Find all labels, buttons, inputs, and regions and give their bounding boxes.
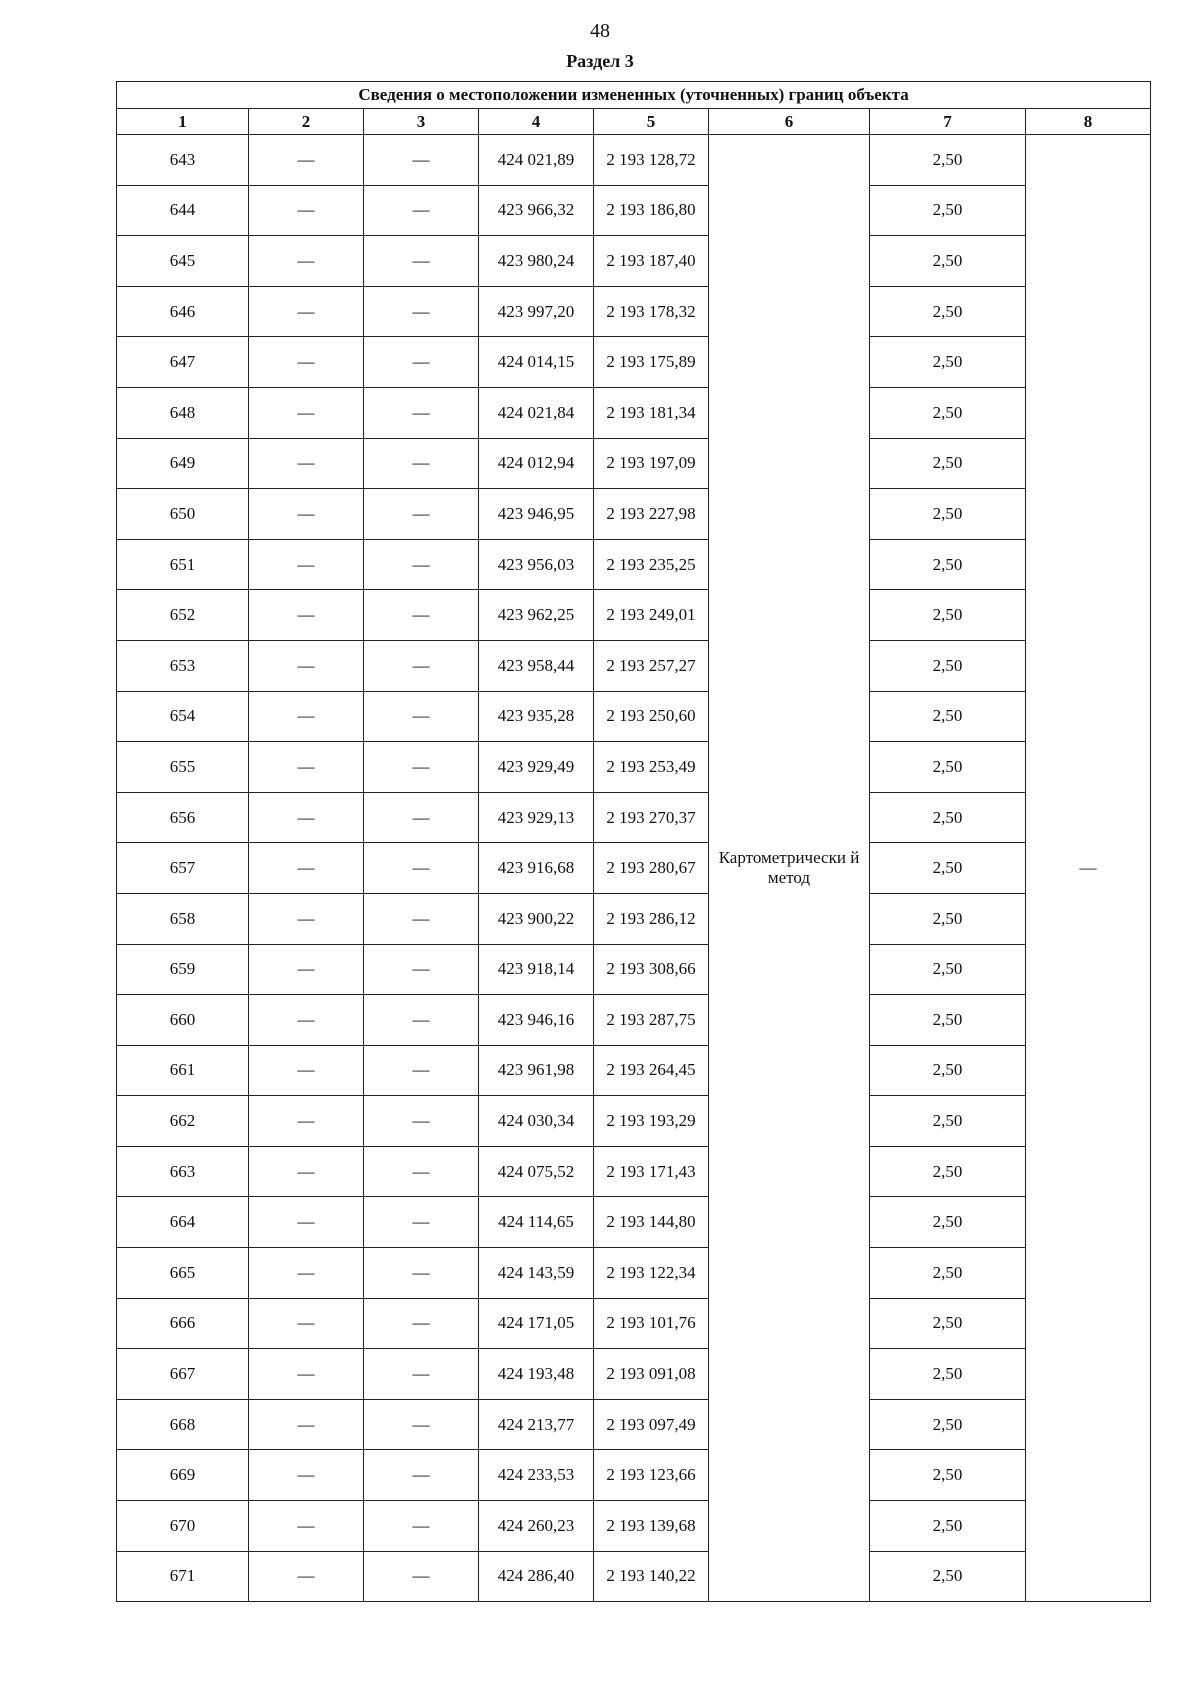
y-coordinate-cell: 2 193 144,80 [594, 1197, 709, 1248]
column-2-cell: — [249, 1450, 364, 1501]
column-3-cell: — [364, 337, 479, 388]
column-2-cell: — [249, 590, 364, 641]
x-coordinate-cell: 424 030,34 [479, 1096, 594, 1147]
table-row [117, 792, 1151, 843]
y-coordinate-cell: 2 193 128,72 [594, 135, 709, 186]
column-2-cell: — [249, 185, 364, 236]
point-number-cell: 670 [117, 1501, 249, 1552]
point-number-cell: 652 [117, 590, 249, 641]
table-row [117, 893, 1151, 944]
column-2-cell: — [249, 1096, 364, 1147]
column-2-cell: — [249, 944, 364, 995]
column-2-cell: — [249, 387, 364, 438]
point-number-cell: 657 [117, 843, 249, 894]
y-coordinate-cell: 2 193 264,45 [594, 1045, 709, 1096]
point-number-cell: 654 [117, 691, 249, 742]
column-3-cell: — [364, 1298, 479, 1349]
column-number: 2 [249, 109, 364, 135]
x-coordinate-cell: 424 193,48 [479, 1349, 594, 1400]
column-2-cell: — [249, 236, 364, 287]
column-3-cell: — [364, 387, 479, 438]
table-row [117, 944, 1151, 995]
column-2-cell: — [249, 1349, 364, 1400]
table-row [117, 438, 1151, 489]
column-2-cell: — [249, 1399, 364, 1450]
accuracy-cell: 2,50 [870, 1551, 1026, 1602]
column-number: 6 [709, 109, 870, 135]
accuracy-cell: 2,50 [870, 286, 1026, 337]
y-coordinate-cell: 2 193 280,67 [594, 843, 709, 894]
column-number-row [117, 109, 1151, 135]
accuracy-cell: 2,50 [870, 438, 1026, 489]
x-coordinate-cell: 423 966,32 [479, 185, 594, 236]
point-number-cell: 647 [117, 337, 249, 388]
accuracy-cell: 2,50 [870, 1248, 1026, 1299]
column-2-cell: — [249, 893, 364, 944]
table-row [117, 337, 1151, 388]
column-8-cell: — [1026, 135, 1151, 1602]
x-coordinate-cell: 423 956,03 [479, 539, 594, 590]
column-2-cell: — [249, 1298, 364, 1349]
y-coordinate-cell: 2 193 286,12 [594, 893, 709, 944]
y-coordinate-cell: 2 193 178,32 [594, 286, 709, 337]
x-coordinate-cell: 424 021,89 [479, 135, 594, 186]
point-number-cell: 662 [117, 1096, 249, 1147]
table-row [117, 1197, 1151, 1248]
point-number-cell: 664 [117, 1197, 249, 1248]
table-row [117, 691, 1151, 742]
column-3-cell: — [364, 691, 479, 742]
y-coordinate-cell: 2 193 253,49 [594, 742, 709, 793]
accuracy-cell: 2,50 [870, 1146, 1026, 1197]
accuracy-cell: 2,50 [870, 1349, 1026, 1400]
table-row [117, 1501, 1151, 1552]
column-2-cell: — [249, 1551, 364, 1602]
table-caption: Сведения о местоположении измененных (уточненных) границ объекта [117, 82, 1151, 109]
y-coordinate-cell: 2 193 235,25 [594, 539, 709, 590]
table-row [117, 1551, 1151, 1602]
column-3-cell: — [364, 1349, 479, 1400]
x-coordinate-cell: 424 012,94 [479, 438, 594, 489]
column-3-cell: — [364, 944, 479, 995]
y-coordinate-cell: 2 193 171,43 [594, 1146, 709, 1197]
column-2-cell: — [249, 489, 364, 540]
accuracy-cell: 2,50 [870, 944, 1026, 995]
column-3-cell: — [364, 792, 479, 843]
y-coordinate-cell: 2 193 140,22 [594, 1551, 709, 1602]
table-row [117, 1298, 1151, 1349]
accuracy-cell: 2,50 [870, 893, 1026, 944]
point-number-cell: 667 [117, 1349, 249, 1400]
column-3-cell: — [364, 742, 479, 793]
column-3-cell: — [364, 640, 479, 691]
column-number: 3 [364, 109, 479, 135]
point-number-cell: 666 [117, 1298, 249, 1349]
x-coordinate-cell: 424 213,77 [479, 1399, 594, 1450]
column-2-cell: — [249, 135, 364, 186]
y-coordinate-cell: 2 193 175,89 [594, 337, 709, 388]
y-coordinate-cell: 2 193 308,66 [594, 944, 709, 995]
point-number-cell: 661 [117, 1045, 249, 1096]
y-coordinate-cell: 2 193 122,34 [594, 1248, 709, 1299]
y-coordinate-cell: 2 193 197,09 [594, 438, 709, 489]
x-coordinate-cell: 424 286,40 [479, 1551, 594, 1602]
point-number-cell: 653 [117, 640, 249, 691]
x-coordinate-cell: 423 929,49 [479, 742, 594, 793]
x-coordinate-cell: 423 958,44 [479, 640, 594, 691]
y-coordinate-cell: 2 193 186,80 [594, 185, 709, 236]
column-3-cell: — [364, 843, 479, 894]
column-2-cell: — [249, 1045, 364, 1096]
column-3-cell: — [364, 1146, 479, 1197]
column-2-cell: — [249, 1248, 364, 1299]
column-3-cell: — [364, 185, 479, 236]
boundary-coordinates-table [116, 81, 1151, 1602]
accuracy-cell: 2,50 [870, 843, 1026, 894]
point-number-cell: 658 [117, 893, 249, 944]
accuracy-cell: 2,50 [870, 236, 1026, 287]
table-row [117, 286, 1151, 337]
accuracy-cell: 2,50 [870, 792, 1026, 843]
column-2-cell: — [249, 539, 364, 590]
x-coordinate-cell: 424 171,05 [479, 1298, 594, 1349]
column-3-cell: — [364, 1197, 479, 1248]
y-coordinate-cell: 2 193 257,27 [594, 640, 709, 691]
column-number: 1 [117, 109, 249, 135]
point-number-cell: 669 [117, 1450, 249, 1501]
table-row [117, 1045, 1151, 1096]
accuracy-cell: 2,50 [870, 590, 1026, 641]
y-coordinate-cell: 2 193 139,68 [594, 1501, 709, 1552]
x-coordinate-cell: 423 997,20 [479, 286, 594, 337]
x-coordinate-cell: 423 929,13 [479, 792, 594, 843]
column-2-cell: — [249, 286, 364, 337]
point-number-cell: 649 [117, 438, 249, 489]
table-row [117, 640, 1151, 691]
accuracy-cell: 2,50 [870, 387, 1026, 438]
x-coordinate-cell: 423 962,25 [479, 590, 594, 641]
column-3-cell: — [364, 1096, 479, 1147]
table-row [117, 387, 1151, 438]
accuracy-cell: 2,50 [870, 742, 1026, 793]
x-coordinate-cell: 424 233,53 [479, 1450, 594, 1501]
column-2-cell: — [249, 742, 364, 793]
column-2-cell: — [249, 995, 364, 1046]
column-number: 4 [479, 109, 594, 135]
table-row [117, 539, 1151, 590]
column-3-cell: — [364, 286, 479, 337]
column-3-cell: — [364, 995, 479, 1046]
x-coordinate-cell: 423 918,14 [479, 944, 594, 995]
column-number: 7 [870, 109, 1026, 135]
point-number-cell: 643 [117, 135, 249, 186]
table-body [117, 135, 1151, 1602]
table-row [117, 1248, 1151, 1299]
column-2-cell: — [249, 792, 364, 843]
accuracy-cell: 2,50 [870, 640, 1026, 691]
accuracy-cell: 2,50 [870, 1298, 1026, 1349]
column-3-cell: — [364, 893, 479, 944]
accuracy-cell: 2,50 [870, 539, 1026, 590]
accuracy-cell: 2,50 [870, 489, 1026, 540]
y-coordinate-cell: 2 193 249,01 [594, 590, 709, 641]
table-row [117, 1450, 1151, 1501]
accuracy-cell: 2,50 [870, 1096, 1026, 1147]
table-row [117, 1399, 1151, 1450]
y-coordinate-cell: 2 193 101,76 [594, 1298, 709, 1349]
y-coordinate-cell: 2 193 091,08 [594, 1349, 709, 1400]
column-3-cell: — [364, 1450, 479, 1501]
table-row [117, 843, 1151, 894]
table-row [117, 590, 1151, 641]
y-coordinate-cell: 2 193 227,98 [594, 489, 709, 540]
point-number-cell: 646 [117, 286, 249, 337]
y-coordinate-cell: 2 193 287,75 [594, 995, 709, 1046]
x-coordinate-cell: 424 075,52 [479, 1146, 594, 1197]
accuracy-cell: 2,50 [870, 691, 1026, 742]
y-coordinate-cell: 2 193 193,29 [594, 1096, 709, 1147]
y-coordinate-cell: 2 193 187,40 [594, 236, 709, 287]
point-number-cell: 660 [117, 995, 249, 1046]
accuracy-cell: 2,50 [870, 1399, 1026, 1450]
page-number: 48 [590, 20, 610, 42]
y-coordinate-cell: 2 193 270,37 [594, 792, 709, 843]
table-row [117, 185, 1151, 236]
column-3-cell: — [364, 1551, 479, 1602]
column-3-cell: — [364, 1501, 479, 1552]
point-number-cell: 644 [117, 185, 249, 236]
column-3-cell: — [364, 1045, 479, 1096]
point-number-cell: 651 [117, 539, 249, 590]
x-coordinate-cell: 424 114,65 [479, 1197, 594, 1248]
x-coordinate-cell: 423 900,22 [479, 893, 594, 944]
x-coordinate-cell: 423 935,28 [479, 691, 594, 742]
column-2-cell: — [249, 438, 364, 489]
point-number-cell: 671 [117, 1551, 249, 1602]
section-title: Раздел 3 [566, 51, 634, 71]
column-2-cell: — [249, 1501, 364, 1552]
table-row [117, 1349, 1151, 1400]
accuracy-cell: 2,50 [870, 1501, 1026, 1552]
y-coordinate-cell: 2 193 097,49 [594, 1399, 709, 1450]
y-coordinate-cell: 2 193 181,34 [594, 387, 709, 438]
accuracy-cell: 2,50 [870, 337, 1026, 388]
column-3-cell: — [364, 236, 479, 287]
column-number: 8 [1026, 109, 1151, 135]
accuracy-cell: 2,50 [870, 135, 1026, 186]
accuracy-cell: 2,50 [870, 1045, 1026, 1096]
x-coordinate-cell: 423 980,24 [479, 236, 594, 287]
column-3-cell: — [364, 135, 479, 186]
table-row [117, 1146, 1151, 1197]
x-coordinate-cell: 424 014,15 [479, 337, 594, 388]
column-3-cell: — [364, 438, 479, 489]
column-3-cell: — [364, 1399, 479, 1450]
x-coordinate-cell: 423 946,95 [479, 489, 594, 540]
column-2-cell: — [249, 1146, 364, 1197]
x-coordinate-cell: 423 916,68 [479, 843, 594, 894]
point-number-cell: 663 [117, 1146, 249, 1197]
point-number-cell: 645 [117, 236, 249, 287]
point-number-cell: 655 [117, 742, 249, 793]
accuracy-cell: 2,50 [870, 1197, 1026, 1248]
table-row [117, 742, 1151, 793]
column-number: 5 [594, 109, 709, 135]
point-number-cell: 656 [117, 792, 249, 843]
column-2-cell: — [249, 640, 364, 691]
column-2-cell: — [249, 843, 364, 894]
x-coordinate-cell: 424 021,84 [479, 387, 594, 438]
point-number-cell: 659 [117, 944, 249, 995]
point-number-cell: 668 [117, 1399, 249, 1450]
column-3-cell: — [364, 590, 479, 641]
accuracy-cell: 2,50 [870, 1450, 1026, 1501]
column-2-cell: — [249, 691, 364, 742]
table-row [117, 489, 1151, 540]
point-number-cell: 648 [117, 387, 249, 438]
x-coordinate-cell: 424 260,23 [479, 1501, 594, 1552]
table-row [117, 995, 1151, 1046]
table-row [117, 135, 1151, 186]
column-3-cell: — [364, 489, 479, 540]
y-coordinate-cell: 2 193 123,66 [594, 1450, 709, 1501]
point-number-cell: 665 [117, 1248, 249, 1299]
accuracy-cell: 2,50 [870, 995, 1026, 1046]
x-coordinate-cell: 423 946,16 [479, 995, 594, 1046]
accuracy-cell: 2,50 [870, 185, 1026, 236]
x-coordinate-cell: 423 961,98 [479, 1045, 594, 1096]
column-3-cell: — [364, 1248, 479, 1299]
column-2-cell: — [249, 1197, 364, 1248]
x-coordinate-cell: 424 143,59 [479, 1248, 594, 1299]
column-2-cell: — [249, 337, 364, 388]
point-number-cell: 650 [117, 489, 249, 540]
table-row [117, 1096, 1151, 1147]
y-coordinate-cell: 2 193 250,60 [594, 691, 709, 742]
column-3-cell: — [364, 539, 479, 590]
table-row [117, 236, 1151, 287]
method-cell: Картометрически й метод [709, 135, 870, 1602]
